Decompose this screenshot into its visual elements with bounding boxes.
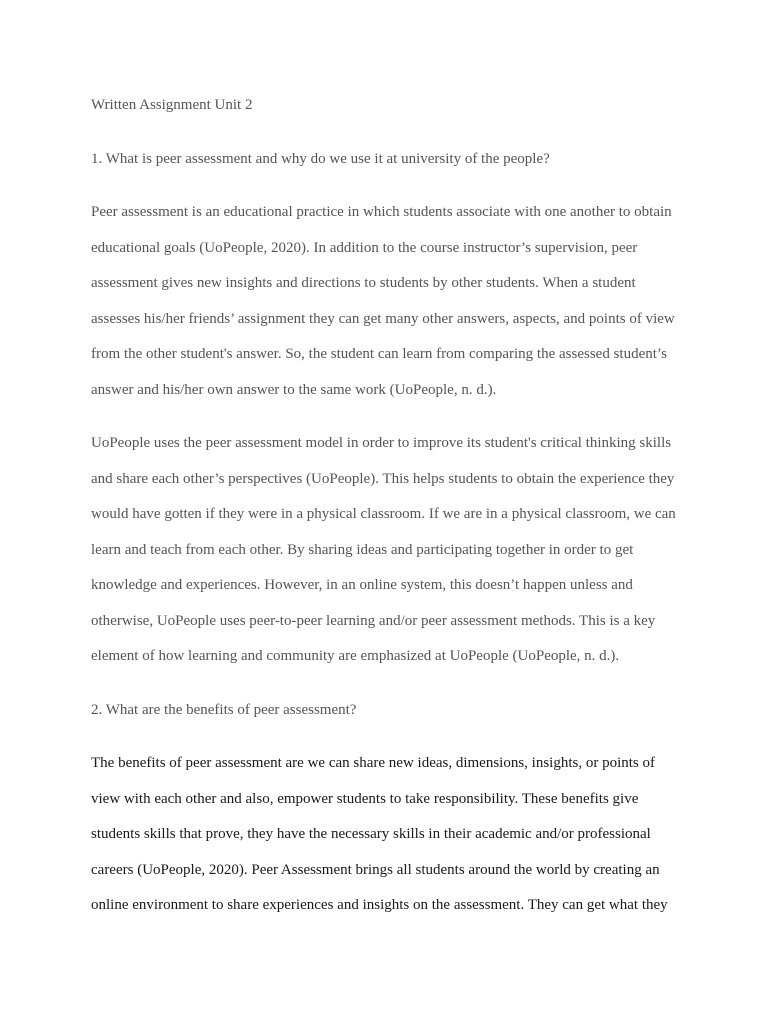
paragraph-3-line: careers (UoPeople, 2020). Peer Assessment brings all students around the world by creating an [91,861,660,878]
paragraph-1-line: assessment gives new insights and directions to students by other students. When a student [91,275,636,291]
paragraph-3-line: The benefits of peer assessment are we can share new ideas, dimensions, insights, or points of [91,755,656,771]
question-1: 1. What is peer assessment and why do we use it at university of the people? [91,150,550,167]
paragraph-3-line: view with each other and also, empower students to take responsibility. These benefits give [91,790,639,807]
paragraph-1-line: Peer assessment is an educational practice in which students associate with one another to obtain [91,204,672,220]
paragraph-1-line: assesses his/her friends’ assignment they can get many other answers, aspects, and points of view [91,310,675,327]
paragraph-1-line: from the other student's answer. So, the student can learn from comparing the assessed student’s [91,346,667,362]
paragraph-2-line: knowledge and experiences. However, in an online system, this doesn’t happen unless and [91,577,633,593]
paragraph-1-line: answer and his/her own answer to the same work (UoPeople, n. d.). [91,381,497,398]
document-title: Written Assignment Unit 2 [91,97,253,113]
document-body [91,88,691,942]
paragraph-2-line: UoPeople uses the peer assessment model in order to improve its student's critical thinking skills [91,435,672,451]
paragraph-2-line: element of how learning and community are emphasized at UoPeople (UoPeople, n. d.). [91,648,620,664]
paragraph-3-line: students skills that prove, they have the necessary skills in their academic and/or professional [91,826,651,842]
question-2: 2. What are the benefits of peer assessment? [91,701,357,718]
paragraph-1-line: educational goals (UoPeople, 2020). In addition to the course instructor’s supervision, peer [91,239,638,256]
paragraph-2-line: learn and teach from each other. By sharing ideas and participating together in order to get [91,541,634,558]
paragraph-3-line: online environment to share experiences and insights on the assessment. They can get what they [91,897,668,913]
paragraph-2-line: otherwise, UoPeople uses peer-to-peer learning and/or peer assessment methods. This is a key [91,612,656,629]
paragraph-1 [91,195,691,408]
paragraph-3 [91,746,691,924]
paragraph-2-line: would have gotten if they were in a physical classroom. If we are in a physical classroom, we can [91,506,676,522]
paragraph-2-line: and share each other’s perspectives (UoPeople). This helps students to obtain the experience they [91,470,675,487]
paragraph-2 [91,426,691,675]
